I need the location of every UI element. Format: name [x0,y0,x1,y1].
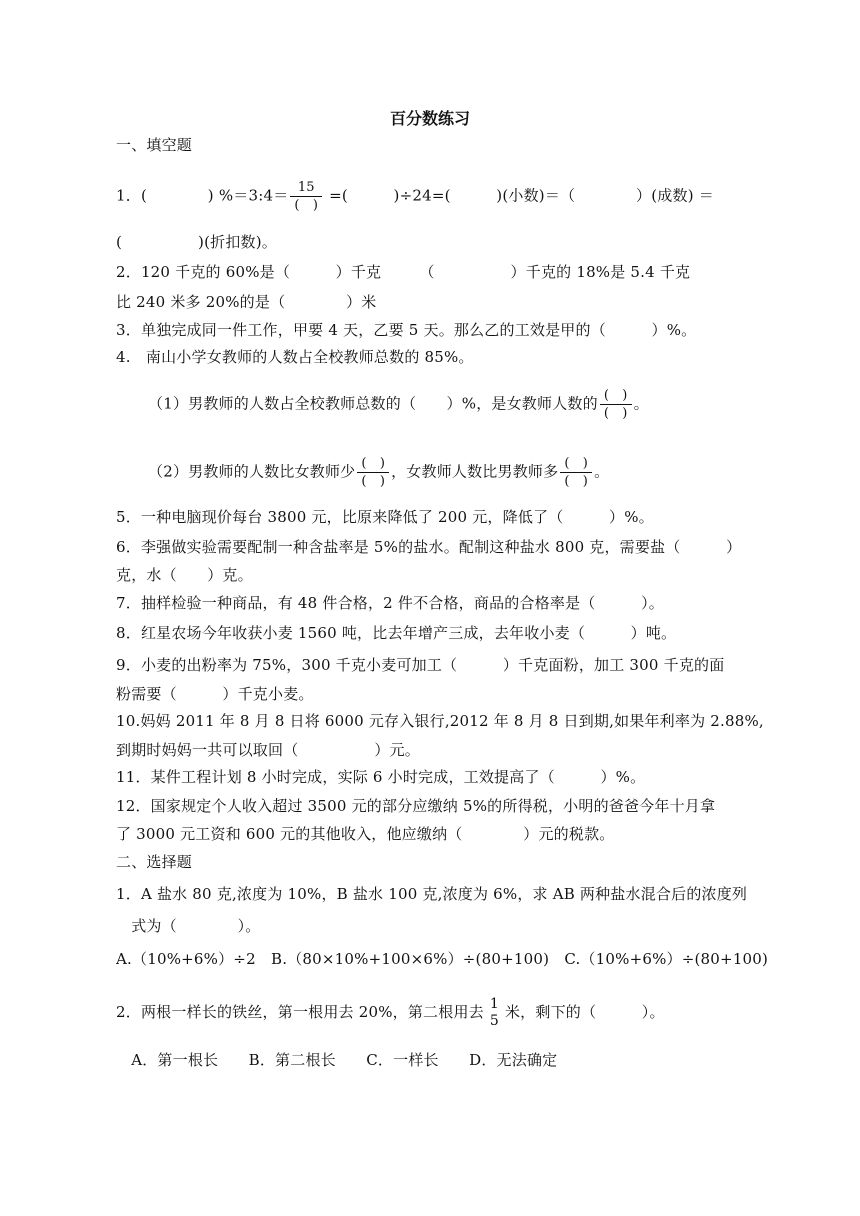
choice-question-2-options: A．第一根长 B．第二根长 C．一样长 D．无法确定 [116,1051,558,1069]
section-choice-heading: 二、选择题 [116,853,193,871]
c2-fraction [486,997,503,1029]
question-4-part-1 [148,388,814,421]
q1-text-a: 1．( ) %＝3:4＝ [116,186,289,205]
choice-question-1: 1．A 盐水 80 克,浓度为 10%，B 盐水 100 克,浓度为 6%，求 AB 两种盐水混合后的浓度列 [116,885,748,903]
q4-p1-end: 。 [633,394,649,413]
question-9: 9．小麦的出粉率为 75%，300 千克小麦可加工（ ）千克面粉，加工 300 千克的面 [116,656,725,674]
choice-question-1-options: A.（10%+6%）÷2 B.（80×10%+100×6%）÷(80+100) C.（10%+6%）÷(80+100) [116,950,769,968]
question-2-cont: 比 240 米多 20%的是（ ）米 [116,293,377,311]
question-9-cont: 粉需要（ ）千克小麦。 [116,685,314,703]
q4-p2-fraction-1 [357,456,389,489]
q4-p2-den-1: ( ) [361,474,386,489]
choice-question-2 [116,997,782,1029]
question-8: 8．红星农场今年收获小麦 1560 吨，比去年增产三成，去年收小麦（ ）吨。 [116,624,677,642]
question-6-cont: 克，水（ ）克。 [116,566,253,584]
q4-p2-num-2: ( ) [560,456,592,473]
question-4: 4. 南山小学女教师的人数占全校教师总数的 85%。 [116,348,474,366]
q1-fraction [290,180,322,213]
q1-frac-num: 15 [290,180,322,197]
choice-question-1-cont: 式为（ ）。 [116,917,261,935]
q4-p2-end: 。 [594,462,610,481]
q4-p2-num-1: ( ) [357,456,389,473]
page-title: 百分数练习 [389,109,470,128]
c2-text-b: 米，剩下的（ ）。 [504,1003,665,1021]
c2-frac-den: 5 [489,1013,499,1029]
question-10: 10.妈妈 2011 年 8 月 8 日将 6000 元存入银行,2012 年 8 月 8 日到期,如果年利率为 2.88%, [116,712,764,730]
q4-p2-text-b: ，女教师人数比男教师多 [391,462,559,481]
q4-p2-fraction-2 [560,456,592,489]
question-3: 3．单独完成同一件工作，甲要 4 天，乙要 5 天。那么乙的工效是甲的（ ）%。 [116,321,697,339]
q1-frac-den: ( ) [294,198,319,213]
question-10-cont: 到期时妈妈一共可以取回（ ）元。 [116,741,421,759]
q4-p1-text: （1）男教师的人数占全校教师总数的（ ）%，是女教师人数的 [148,394,598,413]
q1-text-b: =( )÷24=( )(小数)＝（ ）(成数) ＝ [324,186,714,205]
question-1 [116,180,782,213]
question-11: 11．某件工程计划 8 小时完成，实际 6 小时完成，工效提高了（ ）%。 [116,768,646,786]
q4-p1-den: ( ) [603,406,628,421]
question-5: 5．一种电脑现价每台 3800 元，比原来降低了 200 元，降低了（ ）%。 [116,508,654,526]
question-7: 7．抽样检验一种商品，有 48 件合格，2 件不合格，商品的合格率是（ ）。 [116,594,664,612]
section-fill-heading: 一、填空题 [116,136,193,154]
q4-p1-fraction [600,388,632,421]
question-12: 12．国家规定个人收入超过 3500 元的部分应缴纳 5%的所得税，小明的爸爸今年十月拿 [116,797,716,815]
q4-p1-num: ( ) [600,388,632,405]
q4-p2-text-a: （2）男教师的人数比女教师少 [148,462,356,481]
c2-text-a: 2．两根一样长的铁丝，第一根用去 20%，第二根用去 [116,1003,484,1021]
c2-frac-num: 1 [489,996,499,1012]
question-6: 6．李强做实验需要配制一种含盐率是 5%的盐水。配制这种盐水 800 克，需要盐（ ） [116,538,742,556]
question-2: 2．120 千克的 60%是（ ）千克 （ ）千克的 18%是 5.4 千克 [116,263,691,281]
question-1-cont: ( )(折扣数)。 [116,233,278,251]
question-4-part-2 [148,456,814,489]
question-12-cont: 了 3000 元工资和 600 元的其他收入，他应缴纳（ ）元的税款。 [116,825,615,843]
q4-p2-den-2: ( ) [564,474,589,489]
